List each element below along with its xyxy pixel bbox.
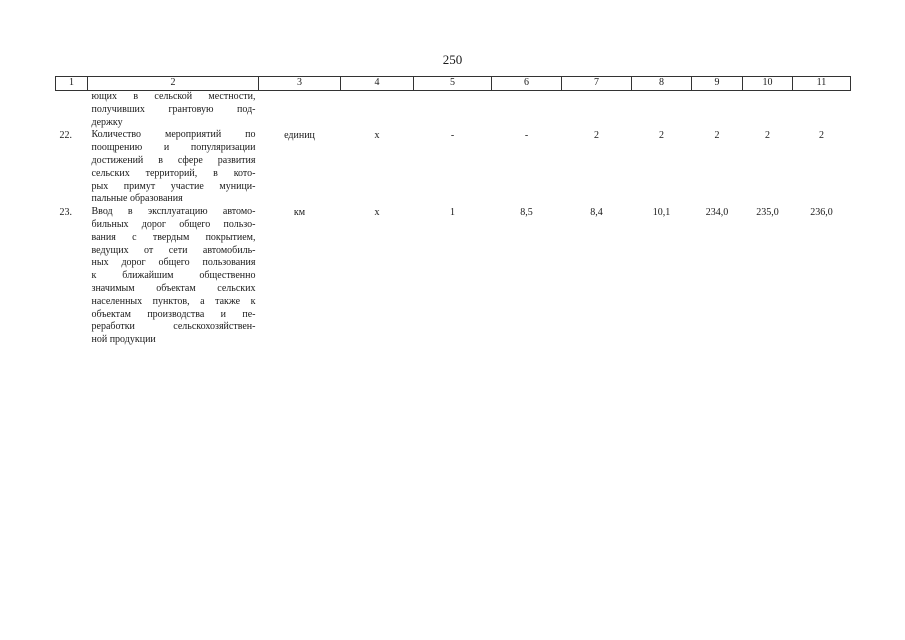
- page-number: 250: [442, 52, 463, 67]
- header-cell-10: 10: [743, 77, 793, 91]
- header-cell-9: 9: [692, 77, 743, 91]
- row-number: 22.: [59, 130, 72, 142]
- value-cell-11: 2: [819, 130, 824, 142]
- header-cell-7: 7: [562, 77, 632, 91]
- header-cell-6: 6: [492, 77, 562, 91]
- indicator-name-line: Ввод в эксплуатацию автомо-: [91, 206, 256, 218]
- value-cell-6: 8,5: [520, 207, 533, 219]
- value-cell-7: 2: [594, 130, 599, 142]
- indicator-name-line: сельских территорий, в кото-: [91, 167, 256, 179]
- indicator-name-line: достижений в сфере развития: [91, 154, 256, 166]
- indicator-name-line: к ближайшим общественно: [91, 270, 256, 282]
- indicators-table: [55, 76, 851, 347]
- indicator-name-line: ющих в сельской местности,: [91, 91, 256, 102]
- indicator-name-line: рых примут участие муници-: [91, 180, 256, 192]
- header-cell-1: 1: [56, 77, 88, 91]
- indicator-name-line: получивших грантовую под-: [91, 103, 256, 115]
- indicator-name-line: ных дорог общего пользования: [91, 257, 256, 269]
- header-cell-4: 4: [341, 77, 414, 91]
- indicator-name-line: значимым объектам сельских: [91, 282, 256, 294]
- row-number: 23.: [59, 207, 72, 219]
- indicator-name-line: держку: [91, 116, 123, 128]
- header-cell-11: 11: [793, 77, 851, 91]
- value-cell-10: 2: [765, 130, 770, 142]
- indicator-name: [88, 129, 259, 206]
- indicator-name-line: вания с твердым покрытием,: [91, 231, 256, 243]
- indicator-name-line: Количество мероприятий по: [91, 129, 256, 141]
- value-cell-8: 10,1: [652, 207, 671, 219]
- table-row: [56, 206, 851, 347]
- indicator-name-line: реработки сельскохозяйствен-: [91, 321, 256, 333]
- table-row-continuation: [56, 91, 851, 130]
- header-cell-5: 5: [414, 77, 492, 91]
- header-cell-8: 8: [632, 77, 692, 91]
- value-cell-5: -: [450, 130, 455, 142]
- indicator-name-line: пальные образования: [91, 193, 183, 205]
- table-row: [56, 129, 851, 206]
- indicator-name-line: объектам производства и пе-: [91, 308, 256, 320]
- value-cell-5: 1: [450, 207, 455, 219]
- value-cell-10: 235,0: [756, 207, 779, 219]
- value-cell-4: x: [374, 207, 380, 219]
- indicator-name-line: поощрению и популяризации: [91, 142, 256, 154]
- value-cell-8: 2: [659, 130, 664, 142]
- value-cell-9: 2: [714, 130, 720, 142]
- value-cell-4: x: [374, 130, 380, 142]
- header-cell-2: 2: [88, 77, 259, 91]
- indicator-name-line: ведущих от сети автомобиль-: [91, 244, 256, 256]
- indicator-name: [88, 91, 259, 130]
- value-cell-9: 234,0: [705, 207, 729, 219]
- value-cell-7: 8,4: [590, 207, 603, 219]
- indicator-name-line: бильных дорог общего пользо-: [91, 218, 256, 230]
- indicator-name-line: населенных пунктов, а также к: [91, 295, 256, 307]
- header-cell-3: 3: [259, 77, 341, 91]
- unit-cell: единиц: [284, 130, 315, 142]
- header-row: [56, 77, 851, 91]
- row-number: [56, 91, 88, 130]
- unit-cell: км: [293, 207, 306, 219]
- indicator-name: [88, 206, 259, 347]
- indicator-name-line: ной продукции: [91, 334, 156, 346]
- value-cell-6: -: [524, 130, 529, 142]
- value-cell-11: 236,0: [810, 207, 833, 219]
